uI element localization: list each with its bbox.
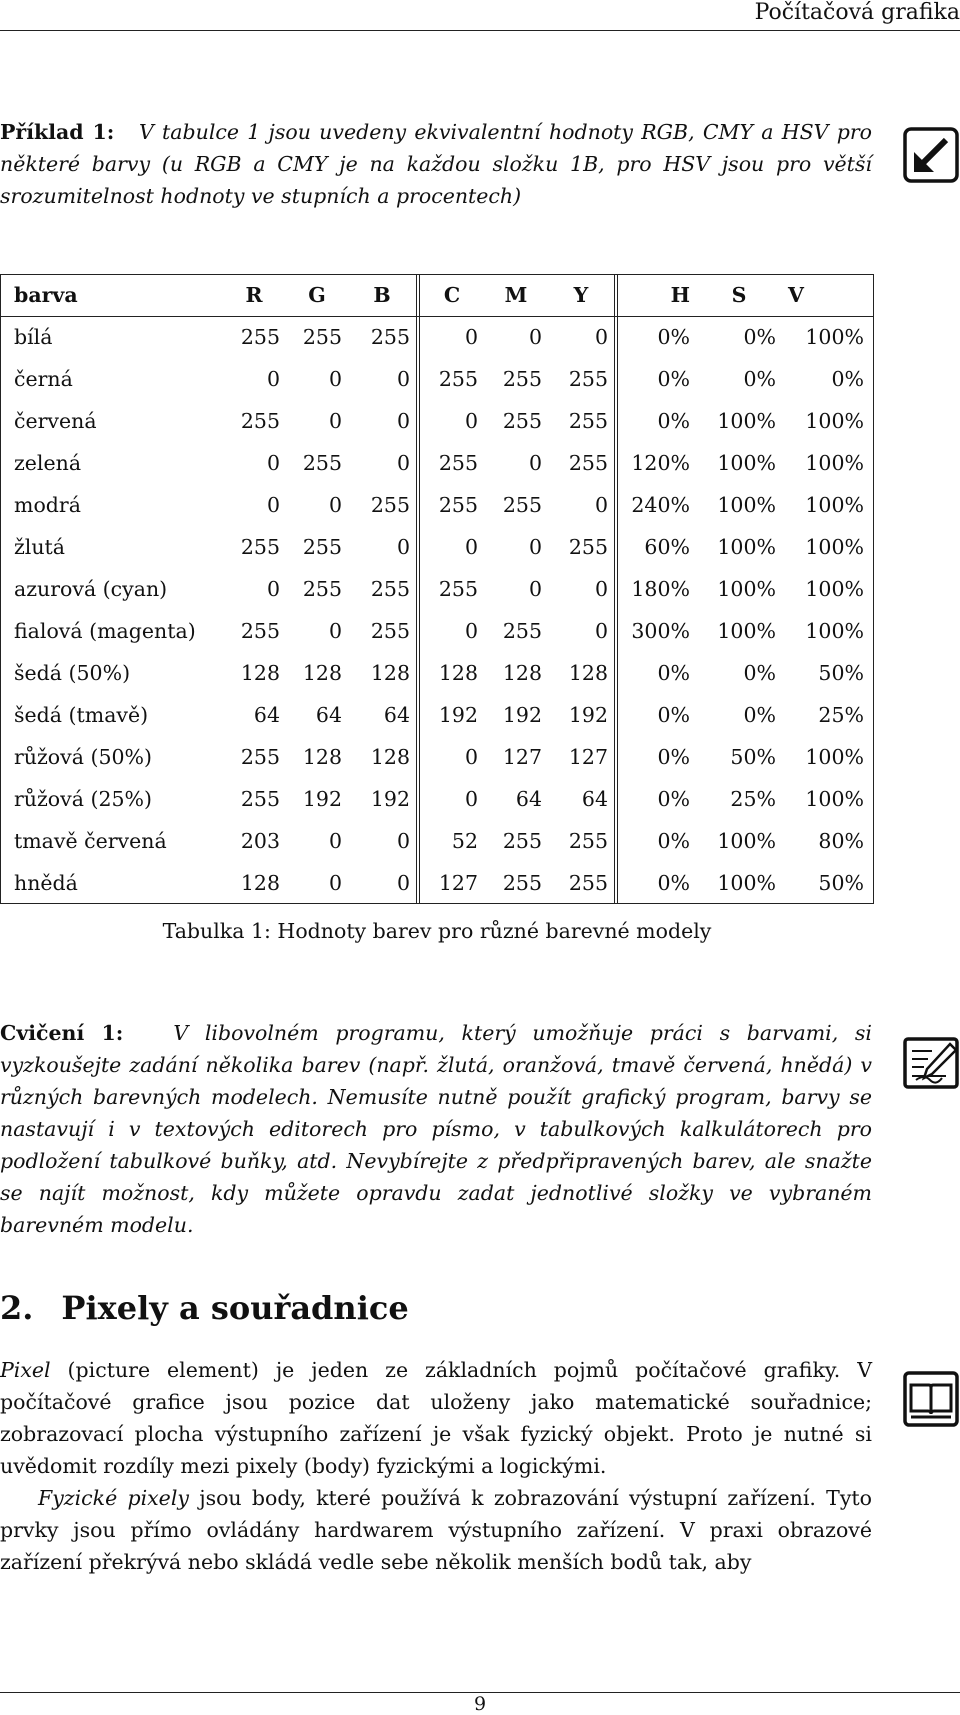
header-cell-y: Y [573, 283, 589, 307]
color-name-cell: tmavě červená [14, 829, 167, 853]
value-cell: 0 [418, 316, 484, 358]
value-cell: 50% [818, 661, 864, 685]
value-cell: 0% [616, 652, 696, 694]
color-name-cell: růžová (50%) [14, 745, 153, 769]
value-cell: 100% [717, 535, 776, 559]
pencil-paper-icon [902, 1034, 960, 1092]
header-cell-r: R [245, 283, 263, 307]
value-cell: 0 [328, 409, 342, 433]
physical-pixels-term: Fyzické pixely [38, 1486, 189, 1510]
value-cell: 255 [568, 409, 608, 433]
value-cell: 0% [616, 862, 696, 904]
header-cell-b: B [373, 283, 391, 307]
value-cell: 0 [328, 493, 342, 517]
value-cell: 0 [418, 778, 484, 820]
value-cell: 0 [328, 367, 342, 391]
value-cell: 0 [396, 409, 410, 433]
value-cell: 100% [717, 409, 776, 433]
value-cell: 128 [370, 661, 410, 685]
header-cell-m: M [504, 283, 528, 307]
value-cell: 100% [805, 493, 864, 517]
color-name-cell: modrá [14, 493, 81, 517]
table-header-rule [0, 316, 874, 317]
example-label: Příklad 1: [0, 120, 115, 144]
value-cell: 255 [502, 871, 542, 895]
value-cell: 120% [616, 442, 696, 484]
color-name-cell: šedá (tmavě) [14, 703, 149, 727]
value-cell: 50% [818, 871, 864, 895]
value-cell: 100% [717, 451, 776, 475]
value-cell: 255 [240, 787, 280, 811]
value-cell: 255 [502, 829, 542, 853]
value-cell: 255 [370, 325, 410, 349]
value-cell: 192 [568, 703, 608, 727]
value-cell: 100% [717, 619, 776, 643]
value-cell: 0 [266, 577, 280, 601]
running-title: Počítačová grafika [754, 0, 960, 25]
value-cell: 0 [528, 451, 542, 475]
value-cell: 0 [418, 736, 484, 778]
value-cell: 255 [240, 745, 280, 769]
value-cell: 64 [315, 703, 342, 727]
value-cell: 128 [418, 652, 484, 694]
value-cell: 255 [568, 451, 608, 475]
value-cell: 0% [616, 736, 696, 778]
table-row [0, 400, 870, 442]
value-cell: 0% [616, 400, 696, 442]
value-cell: 100% [717, 829, 776, 853]
pixel-term: Pixel [0, 1358, 51, 1382]
table-row [0, 316, 870, 358]
value-cell: 255 [240, 325, 280, 349]
value-cell: 25% [730, 787, 776, 811]
table-row [0, 526, 870, 568]
value-cell: 255 [302, 451, 342, 475]
value-cell: 128 [240, 871, 280, 895]
value-cell: 240% [616, 484, 696, 526]
open-book-icon [902, 1370, 960, 1428]
value-cell: 128 [302, 745, 342, 769]
color-values-table [0, 274, 870, 904]
value-cell: 192 [302, 787, 342, 811]
value-cell: 128 [302, 661, 342, 685]
value-cell: 0% [743, 703, 776, 727]
value-cell: 255 [370, 619, 410, 643]
value-cell: 64 [253, 703, 280, 727]
pixel-text: (picture element) je jeden ze základních pojmů počítačové grafiky. V počítačové grafice jsou pozice dat uloženy jako matematické souřadnice; zobrazovací plocha výstupního zařízení je však fyzický objekt. Proto je nutné si uvědomit rozdíly mezi pixely (body) fyzickými a logickými. [0, 1358, 872, 1478]
section-heading [0, 1288, 409, 1328]
value-cell: 255 [502, 619, 542, 643]
value-cell: 100% [805, 745, 864, 769]
value-cell: 255 [502, 409, 542, 433]
value-cell: 0 [396, 829, 410, 853]
table-row [0, 358, 870, 400]
value-cell: 0 [418, 400, 484, 442]
value-cell: 128 [370, 745, 410, 769]
value-cell: 0% [616, 358, 696, 400]
example-text: V tabulce 1 jsou uvedeny ekvivalentní hodnoty RGB, CMY a HSV pro některé barvy (u RGB a CMY je na každou složku 1B, pro HSV jsou pro větší srozumitelnost hodnoty ve stupních a procentech) [0, 120, 872, 208]
value-cell: 255 [240, 619, 280, 643]
value-cell: 255 [240, 409, 280, 433]
value-cell: 0 [396, 451, 410, 475]
value-cell: 255 [418, 442, 484, 484]
value-cell: 100% [717, 577, 776, 601]
value-cell: 0 [396, 367, 410, 391]
example-paragraph [0, 116, 872, 212]
table-row [0, 652, 870, 694]
value-cell: 0% [743, 367, 776, 391]
pixel-paragraph [0, 1354, 872, 1482]
value-cell: 300% [616, 610, 696, 652]
page-number: 9 [473, 1693, 487, 1715]
value-cell: 64 [515, 787, 542, 811]
header-cell-g: G [308, 283, 326, 307]
value-cell: 255 [502, 367, 542, 391]
value-cell: 255 [418, 568, 484, 610]
color-name-cell: fialová (magenta) [14, 619, 196, 643]
value-cell: 255 [370, 577, 410, 601]
color-name-cell: černá [14, 367, 73, 391]
value-cell: 127 [502, 745, 542, 769]
value-cell: 0% [743, 661, 776, 685]
value-cell: 0 [594, 325, 608, 349]
header-cell-c: C [418, 274, 484, 316]
color-name-cell: zelená [14, 451, 82, 475]
header-cell-barva: barva [14, 283, 78, 307]
exercise-paragraph [0, 1017, 872, 1241]
value-cell: 255 [240, 535, 280, 559]
value-cell: 0 [594, 577, 608, 601]
header-cell-v: V [788, 283, 804, 307]
table-row [0, 568, 870, 610]
value-cell: 255 [568, 535, 608, 559]
value-cell: 100% [805, 535, 864, 559]
value-cell: 255 [302, 535, 342, 559]
table-row [0, 862, 870, 904]
value-cell: 50% [730, 745, 776, 769]
table-row [0, 820, 870, 862]
value-cell: 0% [616, 694, 696, 736]
exercise-label: Cvičení 1: [0, 1021, 124, 1045]
value-cell: 255 [568, 367, 608, 391]
value-cell: 0% [616, 316, 696, 358]
value-cell: 128 [240, 661, 280, 685]
value-cell: 0 [528, 535, 542, 559]
value-cell: 0 [328, 871, 342, 895]
value-cell: 255 [370, 493, 410, 517]
table-row [0, 484, 870, 526]
color-name-cell: šedá (50%) [14, 661, 131, 685]
value-cell: 64 [383, 703, 410, 727]
value-cell: 255 [302, 577, 342, 601]
value-cell: 0% [743, 325, 776, 349]
value-cell: 0 [266, 451, 280, 475]
value-cell: 0 [594, 493, 608, 517]
value-cell: 128 [568, 661, 608, 685]
value-cell: 0 [594, 619, 608, 643]
value-cell: 64 [581, 787, 608, 811]
value-cell: 0% [616, 820, 696, 862]
value-cell: 128 [502, 661, 542, 685]
value-cell: 255 [568, 871, 608, 895]
value-cell: 192 [418, 694, 484, 736]
color-name-cell: růžová (25%) [14, 787, 153, 811]
value-cell: 0% [616, 778, 696, 820]
value-cell: 100% [805, 451, 864, 475]
section-number: 2. [0, 1289, 34, 1327]
exercise-text: V libovolném programu, který umožňuje práci s barvami, si vyzkoušejte zadání několika barev (např. žlutá, oranžová, tmavě červená, hnědá) v různých barevných modelech. Nemusíte nutně použít grafický program, barvy se nastavují i v textových editorech pro písmo, v tabulkových kalkulátorech pro podložení tabulkové buňky, atd. Nevybírejte z předpřipravených barev, ale snažte se najít možnost, kdy můžete opravdu zadat jednotlivé složky ve vybraném barevném modelu. [0, 1021, 872, 1237]
value-cell: 0 [396, 535, 410, 559]
table-caption: Tabulka 1: Hodnoty barev pro různé barevné modely [162, 919, 712, 943]
value-cell: 192 [502, 703, 542, 727]
table-row [0, 694, 870, 736]
color-name-cell: hnědá [14, 871, 78, 895]
value-cell: 255 [418, 358, 484, 400]
section-title: Pixely a souřadnice [61, 1289, 409, 1327]
arrow-down-left-icon [902, 126, 960, 184]
table-body [0, 316, 870, 904]
value-cell: 100% [805, 409, 864, 433]
value-cell: 60% [616, 526, 696, 568]
value-cell: 0 [528, 325, 542, 349]
value-cell: 255 [302, 325, 342, 349]
color-name-cell: azurová (cyan) [14, 577, 168, 601]
color-name-cell: žlutá [14, 535, 66, 559]
value-cell: 0 [418, 610, 484, 652]
value-cell: 80% [818, 829, 864, 853]
value-cell: 0 [328, 619, 342, 643]
value-cell: 100% [805, 619, 864, 643]
value-cell: 0% [831, 367, 864, 391]
value-cell: 0 [418, 526, 484, 568]
value-cell: 100% [717, 493, 776, 517]
value-cell: 127 [568, 745, 608, 769]
value-cell: 100% [717, 871, 776, 895]
value-cell: 52 [418, 820, 484, 862]
header-cell-s: S [731, 283, 747, 307]
value-cell: 100% [805, 577, 864, 601]
value-cell: 0 [266, 367, 280, 391]
value-cell: 203 [240, 829, 280, 853]
color-name-cell: červená [14, 409, 97, 433]
value-cell: 0 [396, 871, 410, 895]
table-row [0, 778, 870, 820]
value-cell: 127 [418, 862, 484, 904]
table-header-row [0, 274, 870, 316]
table-row [0, 610, 870, 652]
value-cell: 255 [502, 493, 542, 517]
color-name-cell: bílá [14, 325, 53, 349]
value-cell: 100% [805, 325, 864, 349]
value-cell: 180% [616, 568, 696, 610]
value-cell: 255 [418, 484, 484, 526]
header-rule [0, 30, 960, 31]
table-row [0, 442, 870, 484]
value-cell: 192 [370, 787, 410, 811]
value-cell: 0 [528, 577, 542, 601]
value-cell: 255 [568, 829, 608, 853]
table-row [0, 736, 870, 778]
value-cell: 25% [818, 703, 864, 727]
header-cell-h: H [616, 274, 696, 316]
physical-pixels-text: jsou body, které používá k zobrazování výstupní zařízení. Tyto prvky jsou přímo ovládány hardwarem výstupního zařízení. V praxi obrazové zařízení překrývá nebo skládá vedle sebe několik menších bodů tak, aby [0, 1486, 872, 1574]
value-cell: 0 [328, 829, 342, 853]
value-cell: 0 [266, 493, 280, 517]
physical-pixels-paragraph [0, 1482, 872, 1578]
value-cell: 100% [805, 787, 864, 811]
